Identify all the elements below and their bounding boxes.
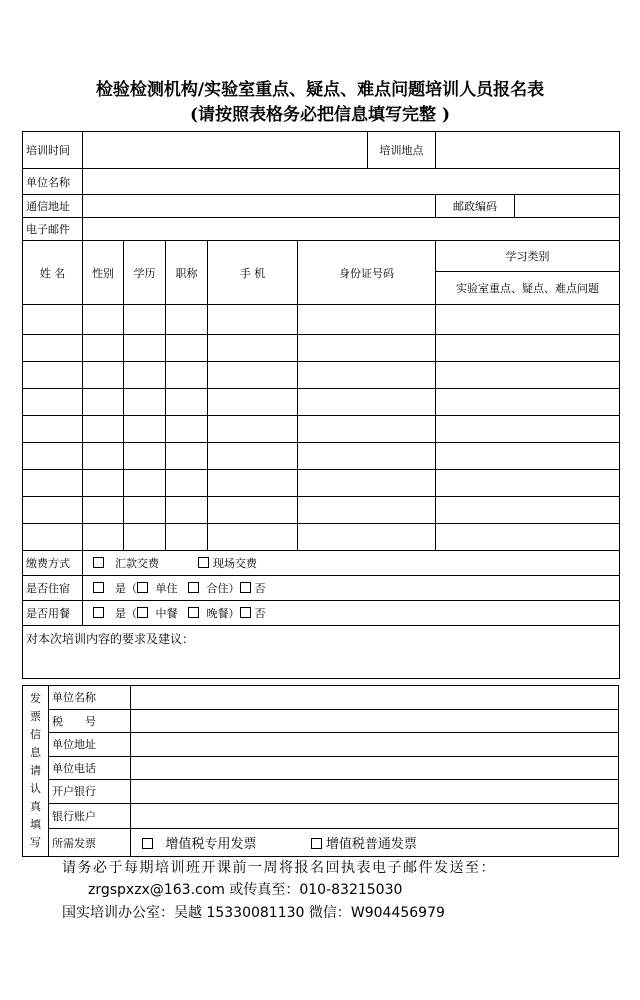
invoice-company-field[interactable] <box>131 686 619 710</box>
col-study-course: 实验室重点、疑点、难点问题 <box>436 272 620 305</box>
participant-cell[interactable] <box>83 362 124 389</box>
meal-yes: 是（ <box>115 607 137 620</box>
registration-form-table <box>22 131 620 679</box>
participant-cell[interactable] <box>166 335 208 362</box>
participant-cell[interactable] <box>208 470 298 497</box>
invoice-side-char: 填 <box>30 818 41 831</box>
participant-cell[interactable] <box>23 416 83 443</box>
participant-cell[interactable] <box>166 443 208 470</box>
company-name-label: 单位名称 <box>23 169 83 195</box>
invoice-phone-field[interactable] <box>131 756 619 780</box>
address-row <box>23 195 620 218</box>
lodging-no: 否 <box>254 582 266 595</box>
invoice-bank-row <box>23 780 619 804</box>
participant-row <box>23 389 620 416</box>
special-invoice: 增值税专用发票 <box>165 837 257 853</box>
invoice-company-label: 单位名称 <box>49 686 131 710</box>
participant-cell[interactable] <box>208 335 298 362</box>
form-subtitle: (请按照表格务必把信息填写完整 ) <box>189 105 450 125</box>
training-place-field[interactable] <box>436 132 620 169</box>
col-education: 学历 <box>124 241 166 305</box>
participant-cell[interactable] <box>436 305 620 335</box>
training-time-field[interactable] <box>83 132 368 169</box>
meal-label: 是否用餐 <box>23 601 83 626</box>
participant-row <box>23 443 620 470</box>
lodging-yes: 是（ <box>115 582 137 595</box>
participant-cell[interactable] <box>124 305 166 335</box>
participant-row <box>23 305 620 335</box>
col-id-number: 身份证号码 <box>298 241 436 305</box>
invoice-tax-label: 税 号 <box>49 709 131 733</box>
invoice-side-char: 票 <box>30 710 41 723</box>
form-title: 检验检测机构/实验室重点、疑点、难点问题培训人员报名表 <box>95 80 545 100</box>
training-info-row <box>23 132 620 169</box>
participant-cell[interactable] <box>298 389 436 416</box>
remarks-field[interactable] <box>23 626 620 679</box>
participant-cell[interactable] <box>208 389 298 416</box>
invoice-type-label: 所需发票 <box>49 829 131 857</box>
company-row <box>23 169 620 195</box>
participant-cell[interactable] <box>23 443 83 470</box>
participant-cell[interactable] <box>166 389 208 416</box>
participant-cell[interactable] <box>436 524 620 551</box>
payment-options <box>83 551 620 576</box>
participant-cell[interactable] <box>124 362 166 389</box>
meal-no-checkbox[interactable] <box>240 607 251 618</box>
col-mobile: 手 机 <box>208 241 298 305</box>
normal-invoice-checkbox[interactable] <box>311 838 322 849</box>
col-title: 职称 <box>166 241 208 305</box>
payment-label: 缴费方式 <box>23 551 83 576</box>
participant-cell[interactable] <box>298 362 436 389</box>
participant-cell[interactable] <box>298 497 436 524</box>
participant-row <box>23 416 620 443</box>
participant-row <box>23 524 620 551</box>
remit-option: 汇款交费 <box>115 557 159 570</box>
invoice-address-field[interactable] <box>131 733 619 757</box>
shared-room-checkbox[interactable] <box>188 582 199 593</box>
footer-instruction: 请务必于每期培训班开课前一周将报名回执表电子邮件发送至： <box>62 860 496 876</box>
lodging-label: 是否住宿 <box>23 576 83 601</box>
invoice-side-char: 认 <box>30 782 41 795</box>
participant-cell[interactable] <box>23 389 83 416</box>
training-time-label: 培训时间 <box>23 132 83 169</box>
invoice-side-label <box>23 686 49 857</box>
invoice-address-row <box>23 733 619 757</box>
participant-cell[interactable] <box>83 443 124 470</box>
participant-cell[interactable] <box>83 335 124 362</box>
participant-cell[interactable] <box>23 524 83 551</box>
address-field[interactable] <box>83 195 436 218</box>
participant-cell[interactable] <box>166 416 208 443</box>
participant-cell[interactable] <box>436 470 620 497</box>
participant-cell[interactable] <box>124 524 166 551</box>
participant-row <box>23 470 620 497</box>
special-invoice-checkbox[interactable] <box>142 838 153 849</box>
participant-cell[interactable] <box>23 470 83 497</box>
participant-cell[interactable] <box>298 524 436 551</box>
participant-cell[interactable] <box>124 443 166 470</box>
invoice-phone-label: 单位电话 <box>49 756 131 780</box>
normal-invoice: 增值税普通发票 <box>325 837 417 853</box>
invoice-company-row <box>23 686 619 710</box>
participant-cell[interactable] <box>166 362 208 389</box>
lunch-checkbox[interactable] <box>137 607 148 618</box>
email-field[interactable] <box>83 218 620 241</box>
participant-cell[interactable] <box>436 362 620 389</box>
postcode-field[interactable] <box>515 195 620 218</box>
participant-cell[interactable] <box>23 335 83 362</box>
participant-cell[interactable] <box>124 470 166 497</box>
invoice-phone-row <box>23 756 619 780</box>
dinner-checkbox[interactable] <box>188 607 199 618</box>
participant-cell[interactable] <box>83 497 124 524</box>
participant-cell[interactable] <box>83 389 124 416</box>
onsite-checkbox[interactable] <box>198 557 209 568</box>
lodging-options <box>83 576 620 601</box>
lodging-no-checkbox[interactable] <box>240 582 251 593</box>
meal-no: 否 <box>254 607 266 620</box>
participant-cell[interactable] <box>436 443 620 470</box>
participant-cell[interactable] <box>208 362 298 389</box>
remarks-label: 对本次培训内容的要求及建议： <box>26 632 195 646</box>
participant-row <box>23 335 620 362</box>
participant-cell[interactable] <box>166 305 208 335</box>
col-gender: 性别 <box>83 241 124 305</box>
footer-contact-email: zrgspxzx@163.com 或传真至：010-83215030 <box>88 882 403 898</box>
invoice-address-label: 单位地址 <box>49 733 131 757</box>
participant-cell[interactable] <box>208 443 298 470</box>
participant-cell[interactable] <box>83 416 124 443</box>
postcode-label: 邮政编码 <box>436 195 515 218</box>
lodging-yes-checkbox[interactable] <box>93 582 104 593</box>
address-label: 通信地址 <box>23 195 83 218</box>
participant-cell[interactable] <box>124 389 166 416</box>
invoice-side-char: 发 <box>30 692 41 705</box>
invoice-bank-label: 开户银行 <box>49 780 131 804</box>
participant-cell[interactable] <box>208 497 298 524</box>
participant-cell[interactable] <box>83 524 124 551</box>
participant-cell[interactable] <box>436 335 620 362</box>
col-name: 姓 名 <box>23 241 83 305</box>
shared-room: 合住） <box>206 582 240 595</box>
dinner: 晚餐） <box>206 607 240 620</box>
email-row <box>23 218 620 241</box>
invoice-account-row <box>23 803 619 829</box>
participant-cell[interactable] <box>298 416 436 443</box>
participant-cell[interactable] <box>436 389 620 416</box>
single-room-checkbox[interactable] <box>137 582 148 593</box>
participant-cell[interactable] <box>298 305 436 335</box>
participant-cell[interactable] <box>23 497 83 524</box>
col-study-category: 学习类别 <box>436 241 620 272</box>
participant-cell[interactable] <box>83 305 124 335</box>
email-label: 电子邮件 <box>23 218 83 241</box>
participant-cell[interactable] <box>124 335 166 362</box>
invoice-side-char: 请 <box>30 764 41 777</box>
lunch: 中餐 <box>155 607 178 620</box>
participant-rows <box>23 305 620 551</box>
participant-cell[interactable] <box>298 470 436 497</box>
lodging-row <box>23 576 620 601</box>
invoice-side-char: 写 <box>30 836 41 849</box>
invoice-side-char: 息 <box>30 746 41 759</box>
invoice-table <box>22 685 619 857</box>
participant-row <box>23 362 620 389</box>
single-room: 单住 <box>155 582 178 595</box>
participant-row <box>23 497 620 524</box>
payment-row <box>23 551 620 576</box>
invoice-side-char: 真 <box>30 800 41 813</box>
invoice-account-field[interactable] <box>131 803 619 829</box>
onsite-option: 现场交费 <box>213 557 257 570</box>
training-place-label: 培训地点 <box>368 132 436 169</box>
invoice-account-label: 银行账户 <box>49 803 131 829</box>
participant-cell[interactable] <box>436 497 620 524</box>
participant-cell[interactable] <box>208 416 298 443</box>
invoice-type-options <box>131 829 619 857</box>
remit-checkbox[interactable] <box>93 557 104 568</box>
column-header-row <box>23 241 620 272</box>
meal-row <box>23 601 620 626</box>
participant-cell[interactable] <box>166 497 208 524</box>
meal-options <box>83 601 620 626</box>
participant-cell[interactable] <box>23 305 83 335</box>
invoice-side-char: 信 <box>30 728 41 741</box>
invoice-tax-field[interactable] <box>131 709 619 733</box>
participant-cell[interactable] <box>298 443 436 470</box>
invoice-bank-field[interactable] <box>131 780 619 804</box>
participant-cell[interactable] <box>298 335 436 362</box>
footer-contact-office: 国实培训办公室：吴越 15330081130 微信：W904456979 <box>62 905 445 921</box>
meal-yes-checkbox[interactable] <box>93 607 104 618</box>
participant-cell[interactable] <box>124 416 166 443</box>
company-name-field[interactable] <box>83 169 620 195</box>
participant-cell[interactable] <box>166 470 208 497</box>
participant-cell[interactable] <box>208 524 298 551</box>
participant-cell[interactable] <box>124 497 166 524</box>
invoice-tax-row <box>23 709 619 733</box>
participant-cell[interactable] <box>23 362 83 389</box>
participant-cell[interactable] <box>83 470 124 497</box>
participant-cell[interactable] <box>208 305 298 335</box>
participant-cell[interactable] <box>166 524 208 551</box>
remarks-row <box>23 626 620 679</box>
participant-cell[interactable] <box>436 416 620 443</box>
invoice-type-row <box>23 829 619 857</box>
